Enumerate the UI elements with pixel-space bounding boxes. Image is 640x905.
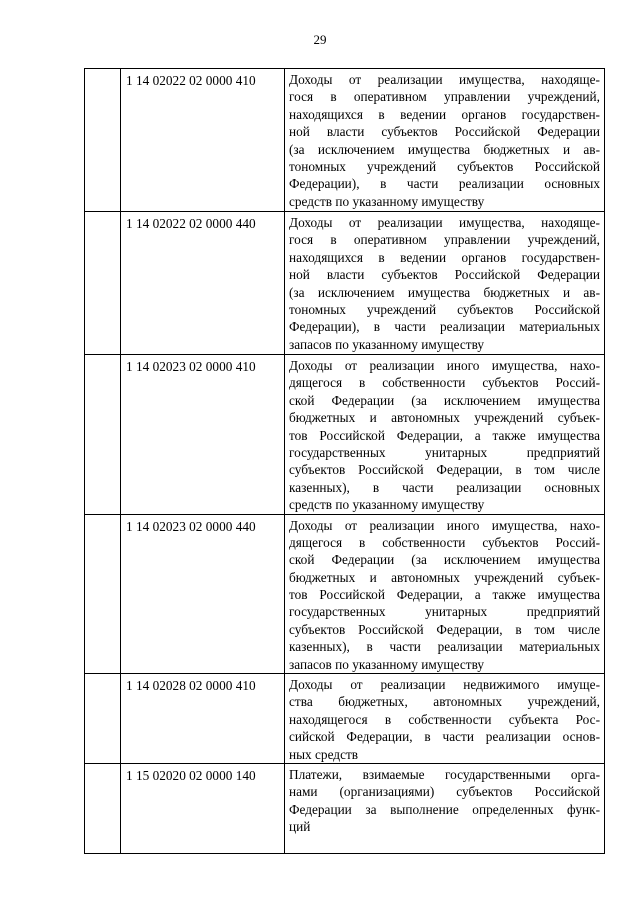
empty-cell <box>85 514 121 674</box>
table-row <box>85 69 605 212</box>
description-line: ства бюджетных, автономных учреждений, <box>289 694 600 710</box>
income-description <box>285 212 605 355</box>
empty-cell <box>85 764 121 854</box>
description-line: Федерации за выполнение определенных функ- <box>289 801 600 817</box>
description-line: ной власти субъектов Российской Федерации <box>289 267 600 283</box>
description-line: Доходы от реализации иного имущества, нахо- <box>289 358 600 373</box>
budget-code: 1 14 02023 02 0000 440 <box>121 514 285 674</box>
description-line: (за исключением имущества бюджетных и ав- <box>289 141 600 157</box>
page-number: 29 <box>313 32 327 47</box>
description-line: гося в оперативном управлении учреждений, <box>289 89 600 105</box>
budget-code: 1 14 02022 02 0000 440 <box>121 212 285 355</box>
description-line: (за исключением имущества бюджетных и ав- <box>289 284 600 300</box>
description-line: находящихся в ведении органов государствен- <box>289 106 600 122</box>
income-description <box>285 514 605 674</box>
description-line: Федерации), в части реализации основных <box>289 176 600 192</box>
description-line: запасов по указанному имуществу <box>289 656 485 672</box>
empty-cell <box>85 355 121 515</box>
income-description <box>285 355 605 515</box>
description-line: Доходы от реализации иного имущества, нахо- <box>289 517 600 533</box>
description-line: ций <box>289 819 311 835</box>
description-line: ской Федерации (за исключением имущества <box>289 392 600 408</box>
description-line: ной власти субъектов Российской Федерации <box>289 124 600 140</box>
description-line: средств по указанному имуществу <box>289 497 485 513</box>
description-line: казенных), в части реализации материальных <box>289 639 600 655</box>
table-row <box>85 514 605 674</box>
description-line: казенных), в части реализации основных <box>289 479 600 495</box>
description-line: Доходы от реализации недвижимого имуще- <box>289 677 600 693</box>
description-line: дящегося в собственности субъектов Россий- <box>289 375 600 391</box>
description-line: средств по указанному имуществу <box>289 193 485 209</box>
description-line: нами (организациями) субъектов Российской <box>289 784 600 800</box>
empty-cell <box>85 674 121 764</box>
description-line: сийской Федерации, в части реализации основ- <box>289 729 600 745</box>
description-line: гося в оперативном управлении учреждений, <box>289 232 600 248</box>
description-line: бюджетных и автономных учреждений субъек- <box>289 410 600 426</box>
table-row <box>85 764 605 854</box>
description-line: тов Российской Федерации, а также имущества <box>289 587 600 603</box>
description-line: ской Федерации (за исключением имущества <box>289 552 600 568</box>
budget-code: 1 14 02023 02 0000 410 <box>121 355 285 515</box>
empty-cell <box>85 69 121 212</box>
description-line: государственных унитарных предприятий <box>289 604 600 620</box>
description-line: субъектов Российской Федерации, в том числе <box>289 462 600 478</box>
description-line: бюджетных и автономных учреждений субъек- <box>289 569 600 585</box>
table-row <box>85 355 605 515</box>
description-line: ных средств <box>289 746 359 762</box>
table-row <box>85 674 605 764</box>
description-line: субъектов Российской Федерации, в том числе <box>289 621 600 637</box>
income-description <box>285 69 605 212</box>
description-line: тономных учреждений субъектов Российской <box>289 301 600 317</box>
table-row <box>85 212 605 355</box>
income-description <box>285 674 605 764</box>
empty-cell <box>85 212 121 355</box>
income-description <box>285 764 605 854</box>
description-line: Доходы от реализации имущества, находяще- <box>289 72 600 87</box>
budget-classification-table <box>84 68 605 854</box>
budget-code: 1 15 02020 02 0000 140 <box>121 764 285 854</box>
budget-code: 1 14 02028 02 0000 410 <box>121 674 285 764</box>
description-line: тов Российской Федерации, а также имущества <box>289 427 600 443</box>
description-line: запасов по указанному имуществу <box>289 336 485 352</box>
description-line: Доходы от реализации имущества, находяще- <box>289 215 600 230</box>
description-line: государственных унитарных предприятий <box>289 444 600 460</box>
description-line: тономных учреждений субъектов Российской <box>289 158 600 174</box>
description-line: дящегося в собственности субъектов Россий- <box>289 534 600 550</box>
description-line: находящегося в собственности субъекта Рос- <box>289 711 600 727</box>
description-line: Федерации), в части реализации материальных <box>289 319 600 335</box>
description-line: находящихся в ведении органов государствен- <box>289 249 600 265</box>
description-line: Платежи, взимаемые государственными орга- <box>289 767 600 783</box>
budget-code: 1 14 02022 02 0000 410 <box>121 69 285 212</box>
